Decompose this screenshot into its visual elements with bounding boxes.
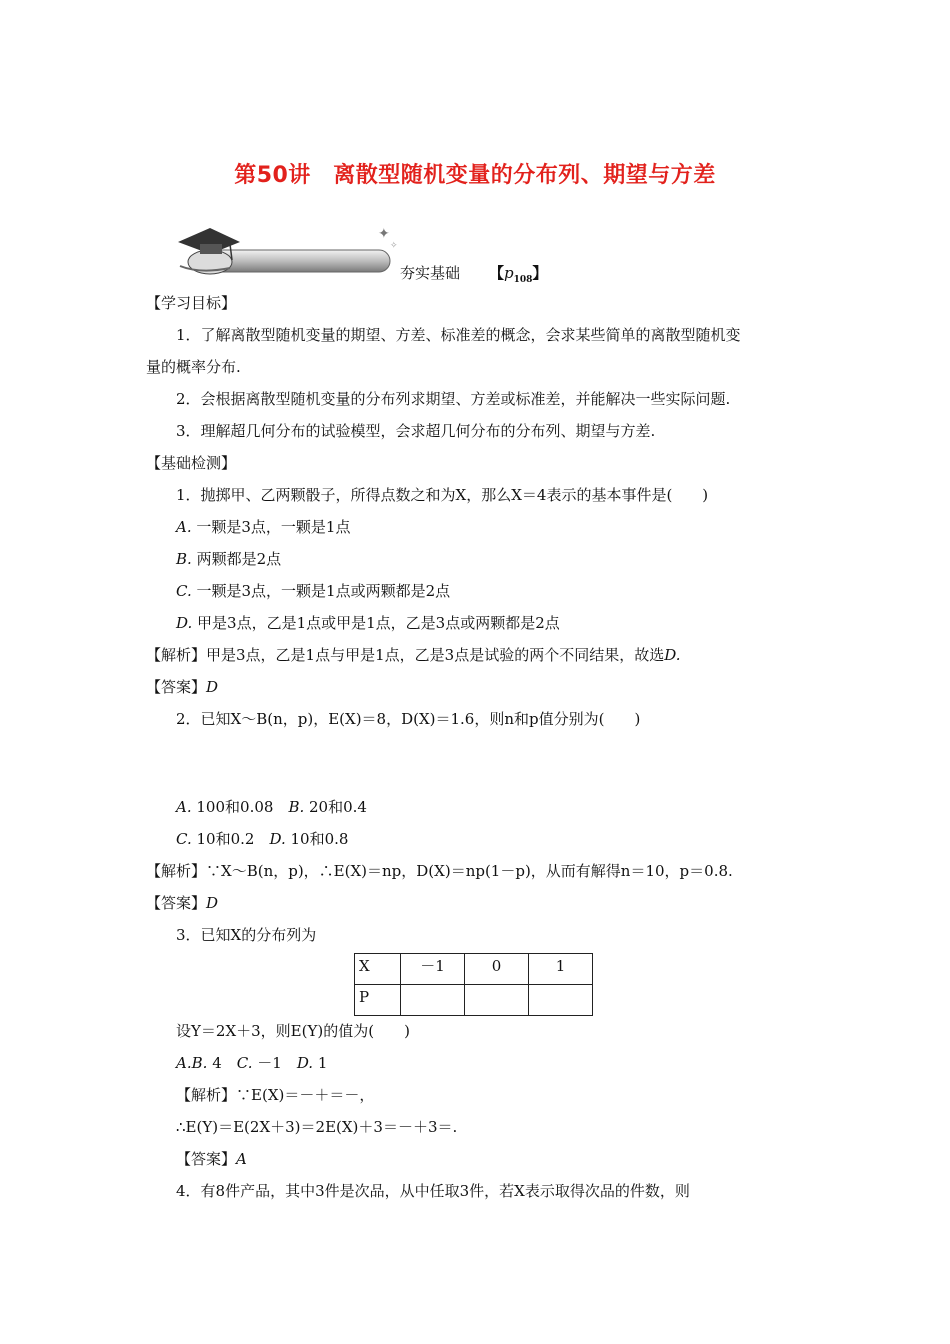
analysis-continued: ∴E(Y)＝E(2X＋3)＝2E(X)＋3＝－＋3＝. <box>176 1118 458 1136</box>
svg-text:✧: ✧ <box>390 241 398 251</box>
question-text: 设Y＝2X＋3，则E(Y)的值为( ) <box>176 1022 410 1040</box>
goal-item: 1．了解离散型随机变量的期望、方差、标准差的概念，会求某些简单的离散型随机变 <box>176 326 741 344</box>
option: A. 100和0.08 B. 20和0.4 <box>176 798 367 816</box>
table-header-cell: X <box>355 954 401 985</box>
check-heading: 【基础检测】 <box>146 454 237 472</box>
question-stem: 2．已知X～B(n，p)，E(X)＝8，D(X)＝1.6，则n和p值分别为( ) <box>176 710 641 728</box>
option: A. 一颗是3点，一颗是1点 <box>176 518 351 536</box>
goal-item: 3．理解超几何分布的试验模型，会求超几何分布的分布列、期望与方差. <box>176 422 656 440</box>
page-title: 第50讲 离散型随机变量的分布列、期望与方差 <box>234 163 716 188</box>
option: C. 10和0.2 D. 10和0.8 <box>176 830 349 848</box>
table-cell: 1 <box>529 954 593 985</box>
analysis: 【解析】甲是3点，乙是1点与甲是1点，乙是3点是试验的两个不同结果，故选D. <box>146 646 681 664</box>
option: C. 一颗是3点，一颗是1点或两颗都是2点 <box>176 582 451 600</box>
option: B. 两颗都是2点 <box>176 550 282 568</box>
table-cell <box>465 985 529 1016</box>
answer: 【答案】D <box>146 678 219 696</box>
answer: 【答案】D <box>146 894 219 912</box>
distribution-table <box>354 953 593 1016</box>
table-cell: 0 <box>465 954 529 985</box>
question-stem: 1．抛掷甲、乙两颗骰子，所得点数之和为X，那么X＝4表示的基本事件是( ) <box>176 486 709 504</box>
option: A.B. 4 C. －1 D. 1 <box>176 1054 328 1072</box>
analysis: 【解析】∵E(X)＝－＋＝－， <box>176 1086 375 1104</box>
table-cell: －1 <box>401 954 465 985</box>
page-reference: 【$p_{108}$】 <box>489 264 548 285</box>
goals-heading: 【学习目标】 <box>146 294 237 312</box>
table-cell <box>529 985 593 1016</box>
graduation-cap-banner-icon <box>170 222 410 282</box>
answer: 【答案】A <box>176 1150 247 1168</box>
question-stem: 3．已知X的分布列为 <box>176 926 317 944</box>
analysis: 【解析】∵X～B(n，p)，∴E(X)＝np，D(X)＝np(1－p)，从而有解得n＝10，p＝0.8. <box>146 862 733 880</box>
goal-item: 2．会根据离散型随机变量的分布列求期望、方差或标准差，并能解决一些实际问题. <box>176 390 731 408</box>
question-stem: 4．有8件产品，其中3件是次品，从中任取3件，若X表示取得次品的件数，则 <box>176 1182 690 1200</box>
section-name: 夯实基础 <box>400 264 461 282</box>
table-cell <box>401 985 465 1016</box>
goal-item: 量的概率分布. <box>146 358 241 376</box>
table-header-cell: P <box>355 985 401 1016</box>
option: D. 甲是3点，乙是1点或甲是1点，乙是3点或两颗都是2点 <box>176 614 560 632</box>
svg-text:✦: ✦ <box>378 226 390 242</box>
